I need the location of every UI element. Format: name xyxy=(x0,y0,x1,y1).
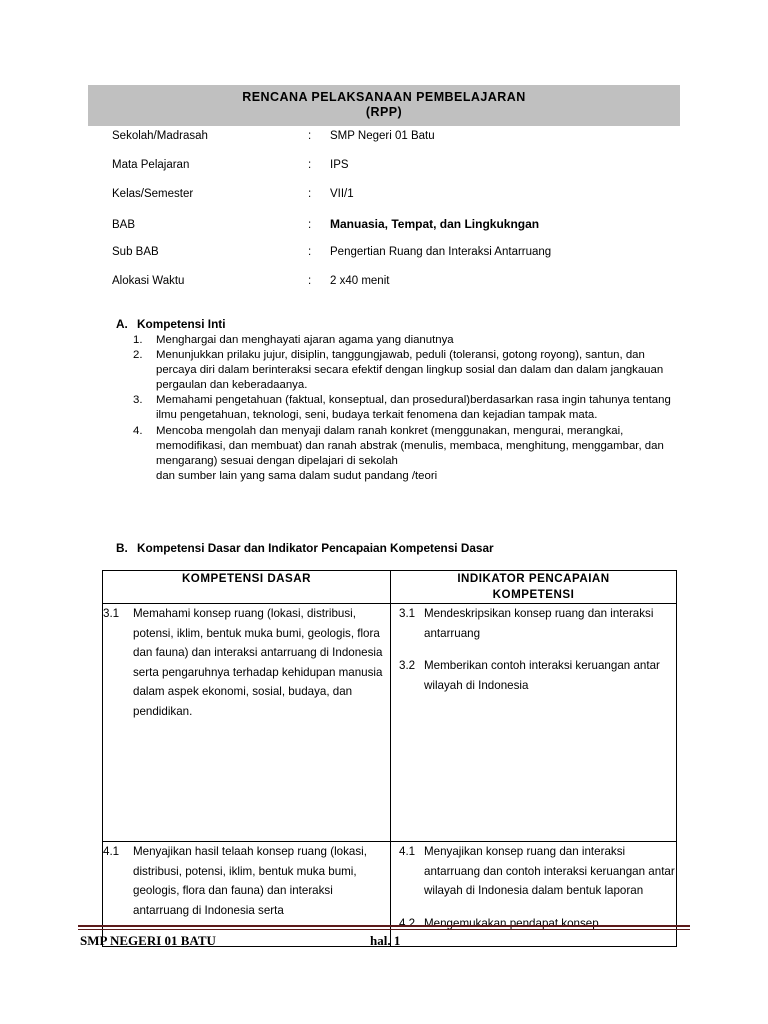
identity-row-sub-bab xyxy=(112,246,682,275)
identity-row-bab xyxy=(112,217,682,246)
section-a-title: Kompetensi Inti xyxy=(137,317,226,331)
kd-entry-body: Memahami konsep ruang (lokasi, distribusi, potensi, iklim, bentuk muka bumi, geologis, flora dan fauna) dan interaksi antarruang di Indonesia serta pengaruhnya terhadap kehidupan manusia dalam aspek ekonomi, sosial, budaya, dan pendidikan. xyxy=(133,607,383,718)
indikator-entry-body: Mengemukakan pendapat konsep xyxy=(424,916,599,930)
document-title-band xyxy=(88,85,680,126)
identity-block xyxy=(112,130,682,304)
section-a-heading xyxy=(116,317,676,331)
page-footer xyxy=(80,933,692,953)
list-item xyxy=(133,348,676,393)
table-header-indikator-line-1: INDIKATOR PENCAPAIAN xyxy=(457,572,610,585)
indikator-entry-code: 3.1 xyxy=(399,607,416,620)
kd-entry-code: 3.1 xyxy=(103,607,120,620)
footer-page-number: hal. 1 xyxy=(370,933,401,948)
indikator-entry xyxy=(399,842,676,901)
list-item xyxy=(133,393,676,423)
indikator-entry-code: 4.2 xyxy=(399,916,416,930)
list-item-text xyxy=(156,424,676,484)
identity-value-mata-pelajaran: IPS xyxy=(330,159,349,171)
kd-entry xyxy=(103,842,390,920)
table-header-kompetensi-dasar: KOMPETENSI DASAR xyxy=(103,571,391,604)
table-row xyxy=(103,842,677,947)
document-title-line-2: (RPP) xyxy=(365,105,403,119)
list-item xyxy=(133,424,676,484)
kompetensi-inti-list xyxy=(133,333,676,484)
identity-value-sekolah: SMP Negeri 01 Batu xyxy=(330,130,435,142)
table-cell-kompetensi-dasar xyxy=(103,604,391,842)
kd-entry-body: Menyajikan hasil telaah konsep ruang (lokasi, distribusi, potensi, iklim, bentuk muka bumi, geologis, flora dan fauna) dan interaksi antarruang di Indonesia serta xyxy=(133,845,367,917)
indikator-entry xyxy=(399,656,676,695)
table-header-indikator-line-2: KOMPETENSI xyxy=(492,588,575,601)
identity-label-mata-pelajaran: Mata Pelajaran xyxy=(112,159,190,171)
table-header-row xyxy=(103,571,677,604)
table-cell-indikator xyxy=(391,842,677,947)
section-b-heading xyxy=(116,541,676,555)
list-item xyxy=(133,333,676,348)
table-cell-kompetensi-dasar xyxy=(103,842,391,947)
identity-value-bab: Manuasia, Tempat, dan Lingkukngan xyxy=(330,217,540,231)
section-kompetensi-inti xyxy=(116,317,676,484)
identity-value-kelas-semester: VII/1 xyxy=(330,188,354,200)
list-item-text: Menunjukkan prilaku jujur, disiplin, tanggungjawab, peduli (toleransi, gotong royong), santun, dan percaya diri dalam berinteraksi secara efektif dengan lingkup sosial dan dalam dan dalam jangkauan pergaulan dan keberadaanya. xyxy=(156,349,664,392)
identity-value-sub-bab: Pengertian Ruang dan Interaksi Antarruang xyxy=(330,246,552,258)
table-cell-indikator xyxy=(391,604,677,842)
indikator-entry-body: Mendeskripsikan konsep ruang dan interaksi antarruang xyxy=(424,607,654,640)
indikator-entry-code: 4.1 xyxy=(399,845,416,858)
identity-row-sekolah xyxy=(112,130,682,159)
list-item-number: 3. xyxy=(133,394,143,407)
identity-label-bab: BAB xyxy=(112,219,136,231)
identity-colon: : xyxy=(308,219,312,231)
indikator-entry xyxy=(399,604,676,643)
list-item-number: 1. xyxy=(133,334,143,346)
footer-school-name: SMP NEGERI 01 BATU xyxy=(80,933,216,948)
kompetensi-dasar-table-container xyxy=(102,570,676,930)
identity-value-alokasi-waktu: 2 x40 menit xyxy=(330,275,390,287)
identity-colon: : xyxy=(308,188,312,200)
identity-row-alokasi-waktu xyxy=(112,275,682,304)
indikator-entry xyxy=(399,914,676,934)
list-item-text: Menghargai dan menghayati ajaran agama yang dianutnya xyxy=(156,334,454,346)
section-b-letter: B. xyxy=(116,541,128,555)
identity-colon: : xyxy=(308,159,312,171)
identity-row-mata-pelajaran xyxy=(112,159,682,188)
identity-label-sekolah: Sekolah/Madrasah xyxy=(112,130,208,142)
kd-entry-code: 4.1 xyxy=(103,845,120,858)
footer-divider xyxy=(78,925,690,930)
table-header-indikator xyxy=(391,571,677,604)
identity-colon: : xyxy=(308,130,312,142)
identity-label-kelas-semester: Kelas/Semester xyxy=(112,188,194,200)
list-item-text-main: Mencoba mengolah dan menyaji dalam ranah konkret (menggunakan, mengurai, merangkai, memodifikasi, dan membuat) dan ranah abstrak (menulis, membaca, menghitung, menggambar, dan mengarang) sesuai dengan dipelajari di sekolah xyxy=(156,424,664,467)
list-item-text-tail: dan sumber lain yang sama dalam sudut pandang /teori xyxy=(156,469,438,482)
indikator-entry-code: 3.2 xyxy=(399,659,416,672)
kd-entry xyxy=(103,604,390,721)
list-item-number: 4. xyxy=(133,424,143,437)
indikator-entry-body: Memberikan contoh interaksi keruangan antar wilayah di Indonesia xyxy=(424,659,660,692)
list-item-text: Memahami pengetahuan (faktual, konseptual, dan prosedural)berdasarkan rasa ingin tahunya tentang ilmu pengetahuan, teknologi, seni, budaya terkait fenomena dan kejadian tampak mata. xyxy=(156,394,671,422)
identity-row-kelas-semester xyxy=(112,188,682,217)
table-row xyxy=(103,604,677,842)
indikator-entry-body: Menyajikan konsep ruang dan interaksi antarruang dan contoh interaksi keruangan antar wilayah di Indonesia dalam bentuk laporan xyxy=(424,845,675,897)
section-a-letter: A. xyxy=(116,317,128,331)
list-item-number: 2. xyxy=(133,349,143,362)
identity-colon: : xyxy=(308,246,312,258)
document-title-line-1: RENCANA PELAKSANAAN PEMBELAJARAN xyxy=(242,90,526,104)
identity-label-alokasi-waktu: Alokasi Waktu xyxy=(112,275,185,287)
identity-colon: : xyxy=(308,275,312,287)
identity-label-sub-bab: Sub BAB xyxy=(112,246,159,258)
section-b-title: Kompetensi Dasar dan Indikator Pencapaian Kompetensi Dasar xyxy=(137,541,494,555)
kompetensi-dasar-table xyxy=(102,570,677,947)
